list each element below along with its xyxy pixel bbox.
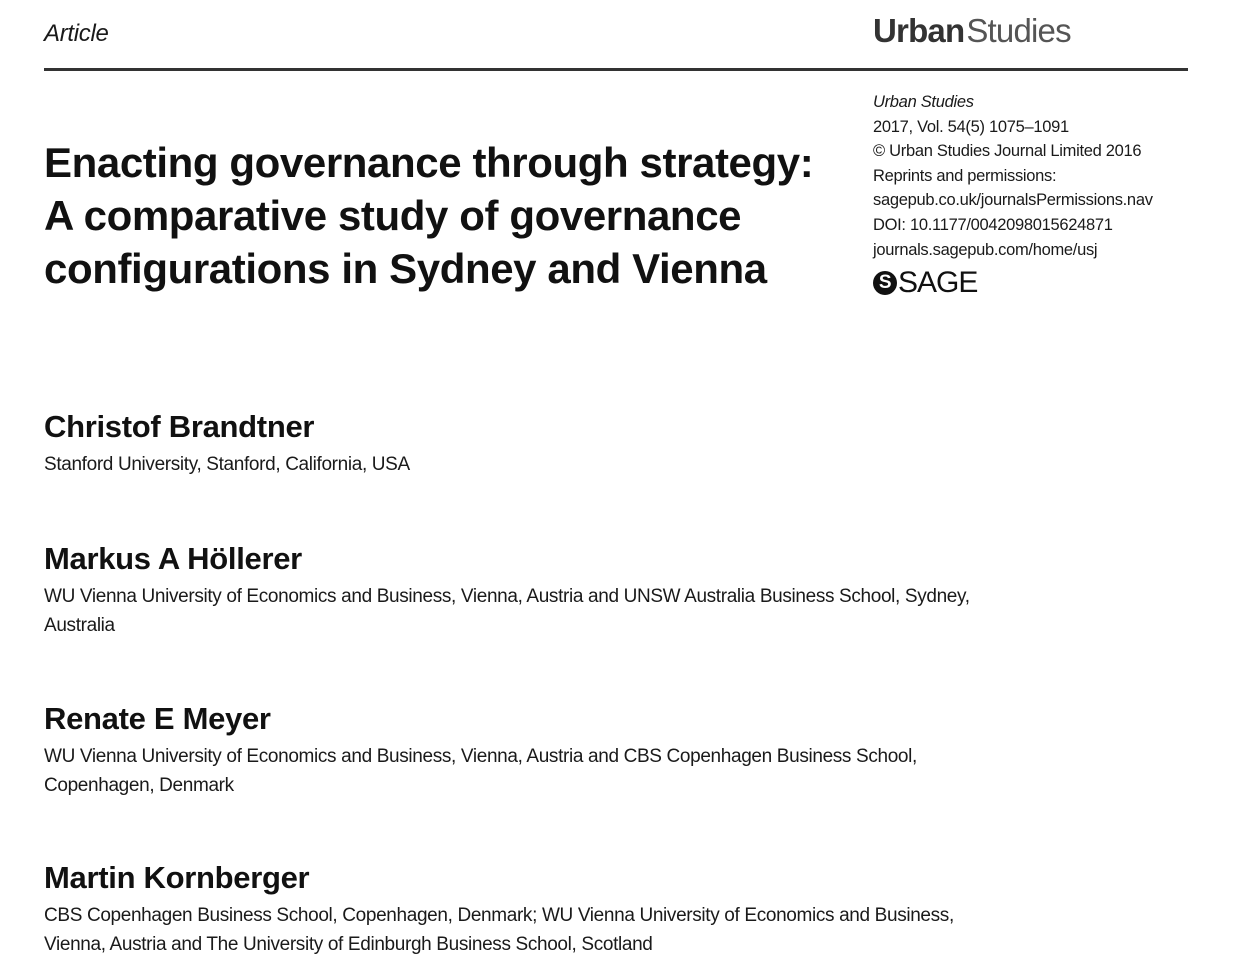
meta-copyright: © Urban Studies Journal Limited 2016 <box>873 142 1142 161</box>
author-block <box>44 859 1004 959</box>
meta-permissions-link[interactable]: sagepub.co.uk/journalsPermissions.nav <box>873 191 1153 210</box>
meta-journal-link[interactable]: journals.sagepub.com/home/usj <box>873 240 1098 259</box>
author-affiliation: WU Vienna University of Economics and Business, Vienna, Austria and UNSW Australia Business School, Sydney, Australia <box>44 586 970 636</box>
author-affiliation: WU Vienna University of Economics and Business, Vienna, Austria and CBS Copenhagen Business School, Copenhagen, Denmark <box>44 746 917 796</box>
author-block <box>44 408 1004 479</box>
meta-journal-name: Urban Studies <box>873 93 974 111</box>
author-block <box>44 540 1004 640</box>
author-name: Martin Kornberger <box>44 860 310 895</box>
meta-volume: 2017, Vol. 54(5) 1075–1091 <box>873 117 1069 136</box>
header-divider <box>44 68 1188 71</box>
meta-doi[interactable]: DOI: 10.1177/0042098015624871 <box>873 215 1113 234</box>
author-name: Renate E Meyer <box>44 701 271 736</box>
author-affiliation: CBS Copenhagen Business School, Copenhagen, Denmark; WU Vienna University of Economics and Business, Vienna, Austria and The University of Edinburgh Business School, Scotland <box>44 905 954 955</box>
article-type-label: Article <box>44 20 109 47</box>
journal-logo-regular: Studies <box>966 12 1071 49</box>
author-name: Christof Brandtner <box>44 409 315 444</box>
sage-wordmark: SAGE <box>898 265 978 299</box>
article-title: Enacting governance through strategy: A comparative study of governance configurations in Sydney and Vienna <box>44 139 814 292</box>
meta-reprints: Reprints and permissions: <box>873 166 1057 185</box>
author-block <box>44 700 1004 800</box>
author-affiliation: Stanford University, Stanford, California, USA <box>44 454 410 475</box>
publication-metadata <box>873 90 1203 300</box>
sage-publisher-logo <box>873 266 1203 300</box>
sage-s-icon: S <box>873 271 897 295</box>
journal-logo-bold: Urban <box>873 12 965 49</box>
author-name: Markus A Höllerer <box>44 541 302 576</box>
journal-logo <box>873 12 1071 50</box>
